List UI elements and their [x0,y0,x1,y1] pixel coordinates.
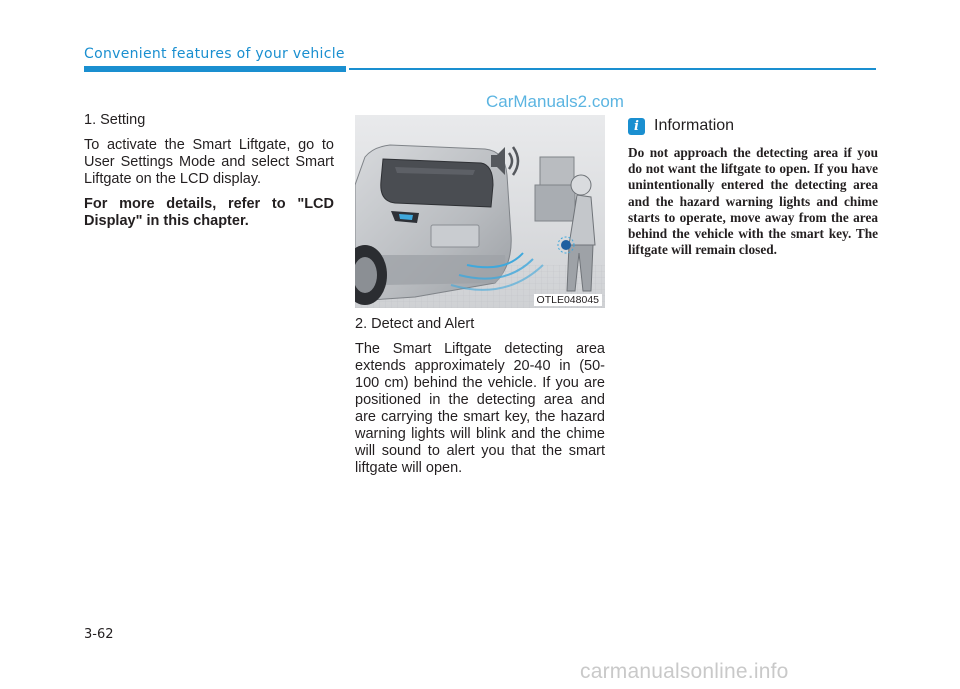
detect-body: The Smart Liftgate detecting area extends approximately 20-40 in (50-100 cm) behind the vehicle. If you are positioned in the detecting area and are carrying the smart key, the hazard warning lights will blink and the chime will sound to alert you that the smart liftgate will open. [355,341,605,476]
setting-heading: 1. Setting [84,112,146,128]
header-bar-thick [84,66,346,72]
liftgate-figure [355,115,605,308]
page-number: 3-62 [84,627,114,642]
detect-heading: 2. Detect and Alert [355,316,475,332]
information-text: Do not approach the detecting area if you do not want the liftgate to open. If you have unintentionally entered the detecting area and the hazard warning lights and chime starts to operate, move away from the area behind the vehicle with the smart key. The liftgate will remain closed. [628,145,878,258]
figure-label: OTLE048045 [534,294,602,306]
info-icon: i [628,118,645,135]
liftgate-illustration [355,115,605,308]
information-header [628,115,878,137]
middle-column [355,316,605,485]
header-bar-thin [349,68,876,70]
information-title: Information [654,117,735,134]
watermark-link-top[interactable]: CarManuals2.com [486,92,624,111]
watermark-link-bottom[interactable]: carmanualsonline.info [580,660,789,683]
setting-body: To activate the Smart Liftgate, go to User Settings Mode and select Smart Liftgate on the LCD display. [84,137,334,187]
setting-note: For more details, refer to "LCD Display" in this chapter. [84,196,334,229]
section-header-title: Convenient features of your vehicle [84,46,345,62]
left-column [84,112,334,238]
information-box [628,115,878,258]
